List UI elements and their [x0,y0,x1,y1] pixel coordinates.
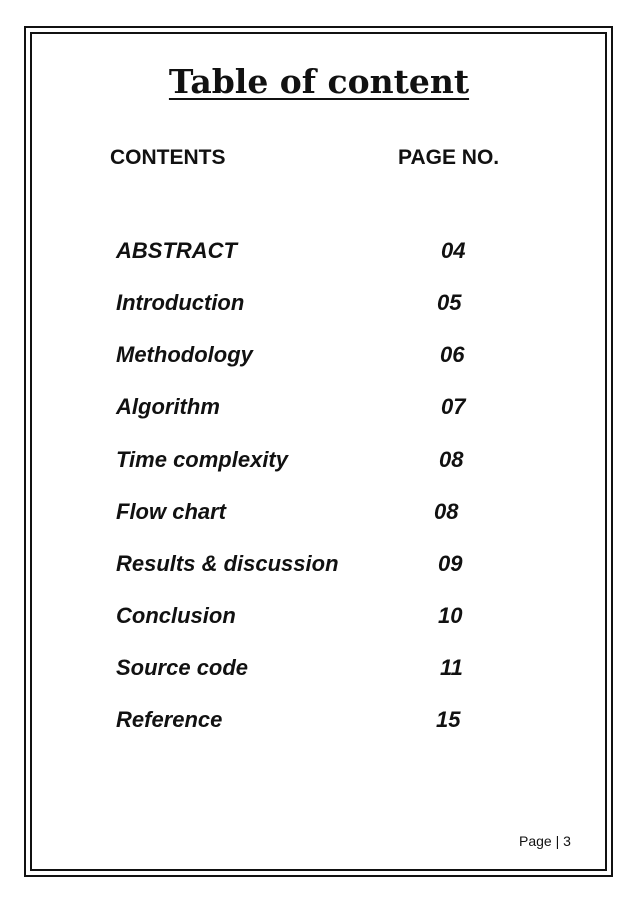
toc-label: Introduction [116,290,245,315]
toc-page: 06 [440,342,465,367]
toc-label: Algorithm [116,394,220,419]
toc-label: Reference [116,707,223,732]
toc-page: 09 [438,551,463,576]
toc-label: Time complexity [116,447,288,472]
toc-page: 15 [436,707,461,732]
toc-label: Source code [116,655,249,680]
page-no-header: PAGE NO. [398,146,500,169]
contents-header: CONTENTS [110,146,226,169]
toc-page: 04 [441,238,466,263]
toc-page: 10 [438,603,463,628]
toc-page: 11 [440,655,463,680]
toc-page: 08 [434,499,459,524]
page-number-footer: Page | 3 [519,833,571,849]
toc-page: 08 [439,447,464,472]
toc-label: Results & discussion [116,551,339,576]
toc-label: Methodology [116,342,253,367]
toc-page: 05 [437,290,462,315]
toc-label: Conclusion [116,603,236,628]
toc-page: 07 [441,394,466,419]
page-title: Table of content [168,62,470,101]
toc-label: Flow chart [116,499,227,524]
toc-label: ABSTRACT [116,238,237,263]
